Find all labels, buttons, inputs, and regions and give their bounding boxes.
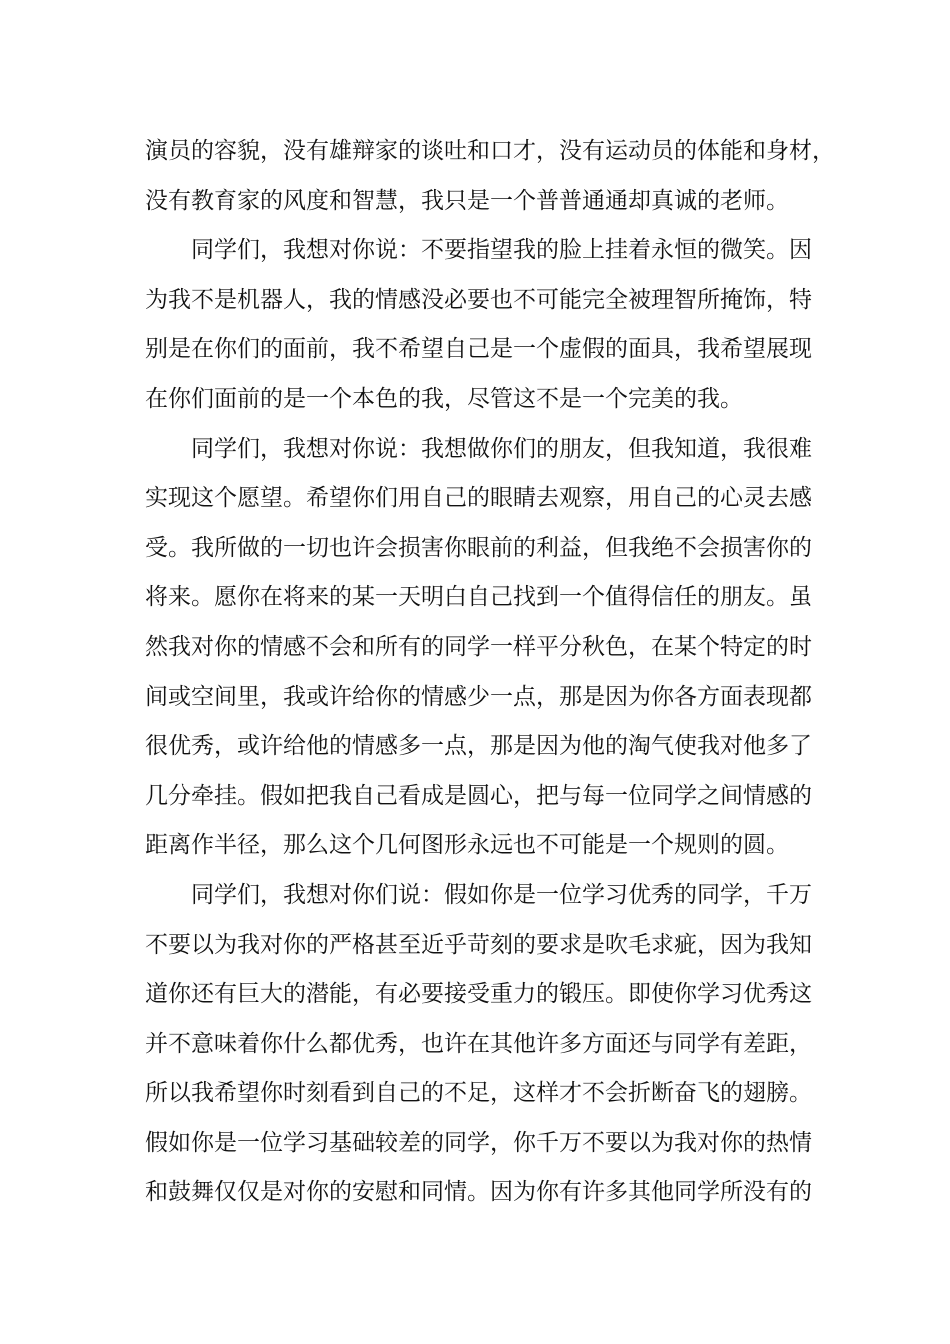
text-line: 同学们，我想对你们说：假如你是一位学习优秀的同学，千万 [191,881,812,908]
text-line: 在你们面前的是一个本色的我，尽管这不是一个完美的我。 [145,385,743,412]
text-line: 实现这个愿望。希望你们用自己的眼睛去观察，用自己的心灵去感 [145,485,812,512]
text-line: 将来。愿你在将来的某一天明白自己找到一个值得信任的朋友。虽 [145,584,812,611]
document-page [145,127,835,1218]
text-line: 所以我希望你时刻看到自己的不足，这样才不会折断奋飞的翅膀。 [145,1080,812,1107]
text-line: 和鼓舞仅仅是对你的安慰和同情。因为你有许多其他同学所没有的 [145,1179,812,1206]
text-line: 并不意味着你什么都优秀，也许在其他许多方面还与同学有差距， [145,1030,812,1057]
text-line: 道你还有巨大的潜能，有必要接受重力的锻压。即使你学习优秀这 [145,981,812,1008]
paragraph [145,127,835,226]
text-line: 间或空间里，我或许给你的情感少一点，那是因为你各方面表现都 [145,683,812,710]
text-line: 没有教育家的风度和智慧，我只是一个普普通通却真诚的老师。 [145,187,789,214]
text-line: 很优秀，或许给他的情感多一点，那是因为他的淘气使我对他多了 [145,733,812,760]
text-line: 假如你是一位学习基础较差的同学，你千万不要以为我对你的热情 [145,1129,812,1156]
text-line: 同学们，我想对你说：我想做你们的朋友，但我知道，我很难 [191,435,812,462]
text-line: 别是在你们的面前，我不希望自己是一个虚假的面具，我希望展现 [145,336,812,363]
paragraph [145,226,810,424]
text-line: 同学们，我想对你说：不要指望我的脸上挂着永恒的微笑。因 [191,237,812,264]
paragraph [145,871,810,1218]
text-line: 距离作半径，那么这个几何图形永远也不可能是一个规则的圆。 [145,832,789,859]
text-line: 为我不是机器人，我的情感没必要也不可能完全被理智所掩饰，特 [145,286,812,313]
text-line: 受。我所做的一切也许会损害你眼前的利益，但我绝不会损害你的 [145,534,812,561]
text-line: 几分牵挂。假如把我自己看成是圆心，把与每一位同学之间情感的 [145,782,812,809]
text-line: 不要以为我对你的严格甚至近乎苛刻的要求是吹毛求疵，因为我知 [145,931,812,958]
paragraph [145,425,810,871]
text-line: 演员的容貌，没有雄辩家的谈吐和口才，没有运动员的体能和身材， [145,138,835,164]
text-line: 然我对你的情感不会和所有的同学一样平分秋色，在某个特定的时 [145,633,812,660]
